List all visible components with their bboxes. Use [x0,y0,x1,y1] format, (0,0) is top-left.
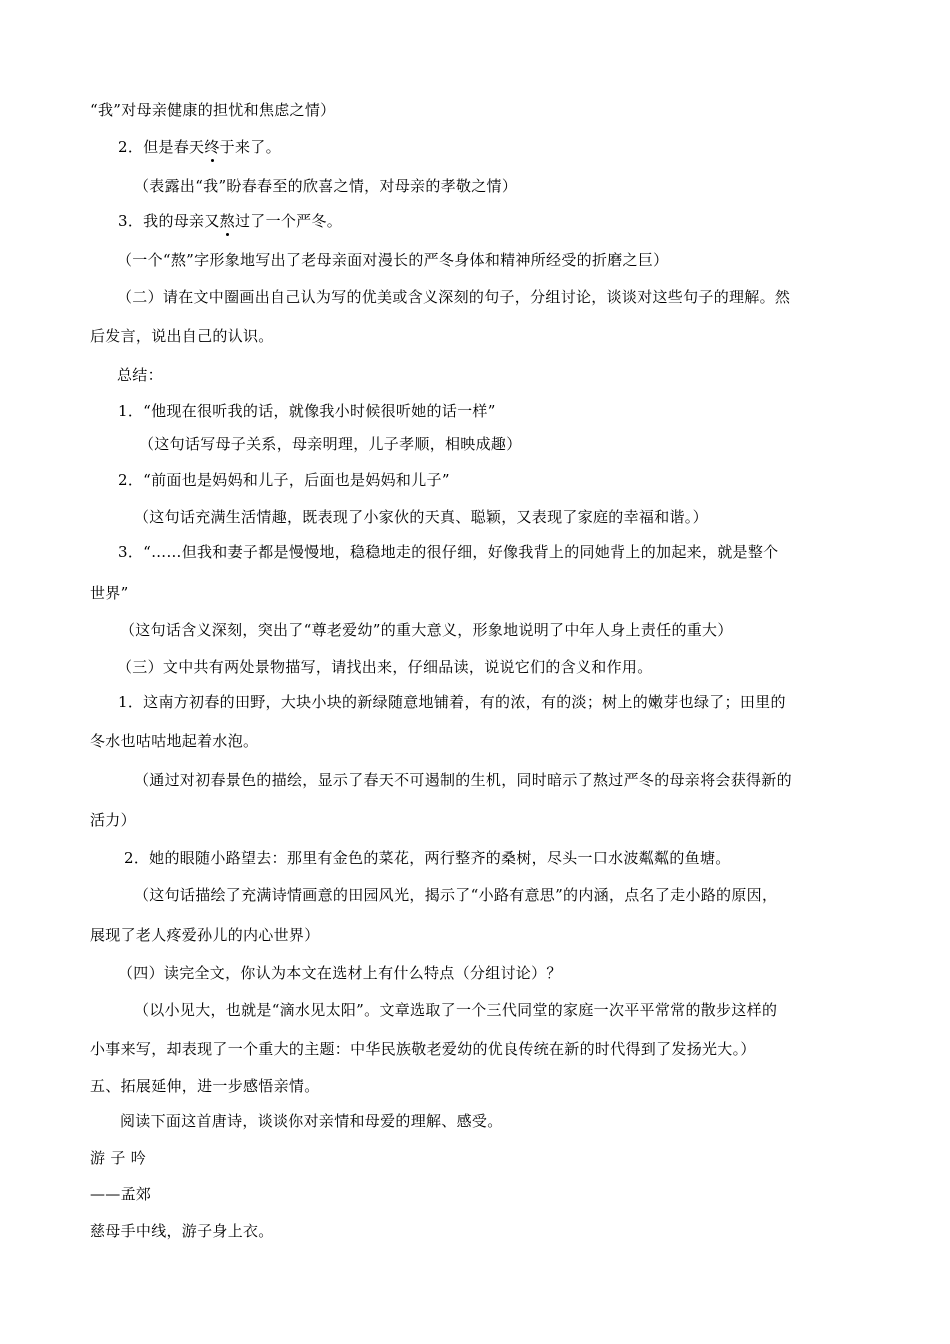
text-line: （这句话写母子关系，母亲明理，儿子孝顺，相映成趣） [139,435,522,453]
text-line: 阅读下面这首唐诗，谈谈你对亲情和母爱的理解、感受。 [120,1112,503,1130]
poem-line: 慈母手中线，游子身上衣。 [90,1222,274,1240]
text-line: 总结： [117,366,163,384]
emphasis-char: 熬 [219,212,235,230]
text-line: （这句话描绘了充满诗情画意的田园风光，揭示了“小路有意思”的内涵，点名了走小路的原因， [134,886,778,904]
section-heading: 五、拓展延伸，进一步感悟亲情。 [90,1077,320,1095]
text-line: 冬水也咕咕地起着水泡。 [90,732,259,750]
text-line: （三）文中共有两处景物描写，请找出来，仔细品读，说说它们的含义和作用。 [117,658,653,676]
text-fragment: 过了一个严冬。 [234,212,343,230]
text-line [118,211,342,231]
text-fragment: 于来了。 [219,138,281,156]
poem-title: 游 子 吟 [90,1149,147,1167]
text-line: （表露出“我”盼春春至的欣喜之情，对母亲的孝敬之情） [134,177,518,195]
text-line: （一个“熬”字形象地写出了老母亲面对漫长的严冬身体和精神所经受的折磨之巨） [117,251,669,269]
text-line: （四）读完全文，你认为本文在选材上有什么特点（分组讨论）？ [118,964,562,982]
text-line: 2．她的眼随小路望去：那里有金色的菜花，两行整齐的桑树，尽头一口水波粼粼的鱼塘。 [124,849,731,867]
text-line: 小事来写，却表现了一个重大的主题：中华民族敬老爱幼的优良传统在新的时代得到了发扬光大。） [90,1040,756,1058]
text-line: 活力） [90,811,136,829]
text-line: 1．这南方初春的田野，大块小块的新绿随意地铺着，有的浓，有的淡；树上的嫩芽也绿了；田里的 [118,693,786,711]
text-fragment: 3．我的母亲又 [118,212,220,230]
emphasis-char: 终 [204,138,220,156]
text-line: 2．“前面也是妈妈和儿子，后面也是妈妈和儿子” [118,471,450,489]
text-line: 展现了老人疼爱孙儿的内心世界） [90,926,320,944]
text-line: （二）请在文中圈画出自己认为写的优美或含义深刻的句子，分组讨论，谈谈对这些句子的理解。然 [117,288,791,306]
text-line: 后发言，说出自己的认识。 [90,327,274,345]
text-line: 世界” [90,584,129,602]
text-line: 1．“他现在很听我的话，就像我小时候很听她的话一样” [118,402,496,420]
text-line: （这句话充满生活情趣，既表现了小家伙的天真、聪颖，又表现了家庭的幸福和谐。） [134,508,708,526]
text-line: （这句话含义深刻，突出了“尊老爱幼”的重大意义，形象地说明了中年人身上责任的重大） [120,621,733,639]
text-line: （通过对初春景色的描绘，显示了春天不可遏制的生机，同时暗示了熬过严冬的母亲将会获得新的 [134,771,792,789]
text-line: “我”对母亲健康的担忧和焦虑之情） [90,101,336,119]
text-line: （以小见大，也就是“滴水见太阳”。文章选取了一个三代同堂的家庭一次平平常常的散步这样的 [134,1001,778,1019]
poem-author: ——孟郊 [90,1185,152,1203]
text-line [118,137,281,157]
text-fragment: 2．但是春天 [118,138,205,156]
text-line: 3．“……但我和妻子都是慢慢地，稳稳地走的很仔细，好像我背上的同她背上的加起来，就是整个 [118,543,779,561]
